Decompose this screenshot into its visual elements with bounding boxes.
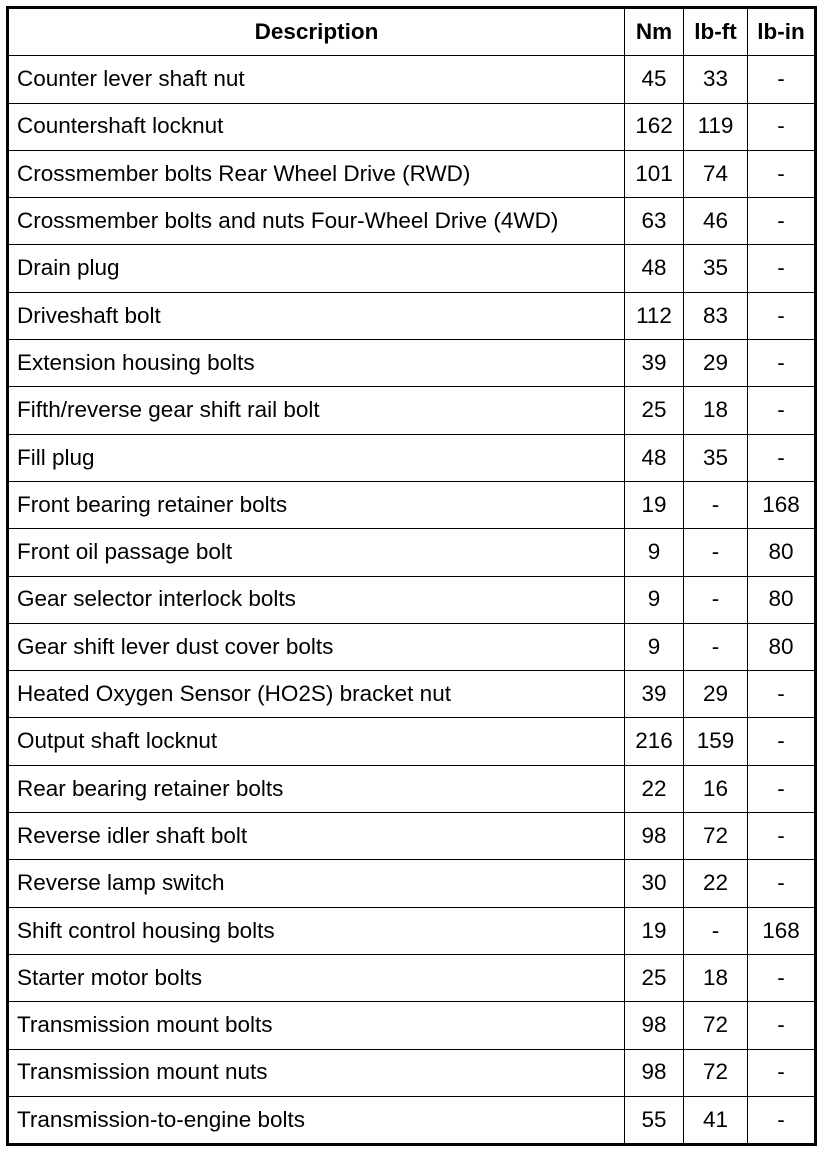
table-row (8, 245, 816, 292)
table-row (8, 718, 816, 765)
cell-lbft: 16 (684, 765, 748, 812)
cell-nm: 45 (625, 56, 684, 103)
cell-lbin: - (748, 765, 816, 812)
cell-description: Fifth/reverse gear shift rail bolt (8, 387, 625, 434)
cell-description: Crossmember bolts Rear Wheel Drive (RWD) (8, 150, 625, 197)
cell-description: Crossmember bolts and nuts Four-Wheel Drive (4WD) (8, 198, 625, 245)
cell-lbin: - (748, 860, 816, 907)
cell-lbft: - (684, 529, 748, 576)
cell-lbin: 168 (748, 481, 816, 528)
cell-nm: 112 (625, 292, 684, 339)
cell-lbft: 74 (684, 150, 748, 197)
cell-nm: 98 (625, 1002, 684, 1049)
cell-nm: 162 (625, 103, 684, 150)
cell-nm: 101 (625, 150, 684, 197)
table-row (8, 954, 816, 1001)
cell-lbin: - (748, 954, 816, 1001)
cell-lbft: 18 (684, 954, 748, 1001)
cell-lbft: 29 (684, 671, 748, 718)
cell-lbft: 18 (684, 387, 748, 434)
cell-description: Transmission mount nuts (8, 1049, 625, 1096)
cell-lbin: 168 (748, 907, 816, 954)
cell-lbin: - (748, 434, 816, 481)
torque-specifications-table (6, 6, 817, 1146)
cell-lbft: 119 (684, 103, 748, 150)
table-row (8, 387, 816, 434)
table-body (8, 56, 816, 1145)
cell-nm: 39 (625, 671, 684, 718)
header-description: Description (8, 8, 625, 56)
cell-nm: 216 (625, 718, 684, 765)
cell-lbft: 35 (684, 434, 748, 481)
cell-lbft: 72 (684, 813, 748, 860)
table-row (8, 907, 816, 954)
cell-nm: 9 (625, 529, 684, 576)
table-row (8, 1096, 816, 1144)
table-row (8, 623, 816, 670)
table-row (8, 1002, 816, 1049)
table-row (8, 150, 816, 197)
table-row (8, 103, 816, 150)
table-row (8, 1049, 816, 1096)
table-row (8, 340, 816, 387)
header-lbft: lb-ft (684, 8, 748, 56)
cell-lbin: - (748, 387, 816, 434)
cell-lbft: - (684, 907, 748, 954)
cell-description: Front bearing retainer bolts (8, 481, 625, 528)
cell-description: Counter lever shaft nut (8, 56, 625, 103)
header-lbin: lb-in (748, 8, 816, 56)
cell-nm: 48 (625, 434, 684, 481)
cell-nm: 39 (625, 340, 684, 387)
cell-lbft: - (684, 576, 748, 623)
cell-nm: 19 (625, 907, 684, 954)
cell-description: Reverse lamp switch (8, 860, 625, 907)
cell-lbft: 72 (684, 1049, 748, 1096)
header-row (8, 8, 816, 56)
cell-description: Heated Oxygen Sensor (HO2S) bracket nut (8, 671, 625, 718)
cell-description: Gear shift lever dust cover bolts (8, 623, 625, 670)
cell-nm: 55 (625, 1096, 684, 1144)
cell-lbft: 29 (684, 340, 748, 387)
cell-lbin: - (748, 1049, 816, 1096)
cell-lbin: - (748, 1096, 816, 1144)
cell-lbft: - (684, 623, 748, 670)
cell-lbin: - (748, 340, 816, 387)
cell-lbin: - (748, 198, 816, 245)
cell-lbft: 83 (684, 292, 748, 339)
table-row (8, 434, 816, 481)
cell-description: Drain plug (8, 245, 625, 292)
cell-lbft: 41 (684, 1096, 748, 1144)
cell-description: Front oil passage bolt (8, 529, 625, 576)
table-row (8, 576, 816, 623)
cell-lbft: 35 (684, 245, 748, 292)
cell-lbin: - (748, 245, 816, 292)
cell-nm: 22 (625, 765, 684, 812)
cell-description: Shift control housing bolts (8, 907, 625, 954)
cell-description: Fill plug (8, 434, 625, 481)
cell-description: Countershaft locknut (8, 103, 625, 150)
cell-lbin: - (748, 56, 816, 103)
cell-lbin: 80 (748, 623, 816, 670)
cell-lbft: - (684, 481, 748, 528)
cell-description: Transmission-to-engine bolts (8, 1096, 625, 1144)
cell-lbft: 33 (684, 56, 748, 103)
header-nm: Nm (625, 8, 684, 56)
cell-nm: 9 (625, 576, 684, 623)
cell-lbin: - (748, 1002, 816, 1049)
cell-description: Driveshaft bolt (8, 292, 625, 339)
table-row (8, 813, 816, 860)
table-row (8, 765, 816, 812)
cell-nm: 30 (625, 860, 684, 907)
table-row (8, 198, 816, 245)
cell-description: Extension housing bolts (8, 340, 625, 387)
cell-description: Gear selector interlock bolts (8, 576, 625, 623)
cell-lbin: - (748, 671, 816, 718)
table-row (8, 860, 816, 907)
cell-nm: 48 (625, 245, 684, 292)
cell-lbin: 80 (748, 576, 816, 623)
cell-nm: 19 (625, 481, 684, 528)
table-row (8, 481, 816, 528)
cell-nm: 25 (625, 387, 684, 434)
table-header (8, 8, 816, 56)
cell-description: Rear bearing retainer bolts (8, 765, 625, 812)
cell-lbin: - (748, 718, 816, 765)
cell-lbft: 22 (684, 860, 748, 907)
cell-nm: 25 (625, 954, 684, 1001)
cell-nm: 98 (625, 813, 684, 860)
cell-lbin: - (748, 813, 816, 860)
cell-lbft: 159 (684, 718, 748, 765)
table-row (8, 292, 816, 339)
table-row (8, 56, 816, 103)
cell-description: Transmission mount bolts (8, 1002, 625, 1049)
cell-description: Reverse idler shaft bolt (8, 813, 625, 860)
cell-lbft: 46 (684, 198, 748, 245)
cell-description: Output shaft locknut (8, 718, 625, 765)
cell-lbin: 80 (748, 529, 816, 576)
cell-lbft: 72 (684, 1002, 748, 1049)
cell-lbin: - (748, 103, 816, 150)
cell-lbin: - (748, 292, 816, 339)
cell-nm: 63 (625, 198, 684, 245)
table-row (8, 529, 816, 576)
table-row (8, 671, 816, 718)
cell-lbin: - (748, 150, 816, 197)
cell-description: Starter motor bolts (8, 954, 625, 1001)
cell-nm: 9 (625, 623, 684, 670)
cell-nm: 98 (625, 1049, 684, 1096)
